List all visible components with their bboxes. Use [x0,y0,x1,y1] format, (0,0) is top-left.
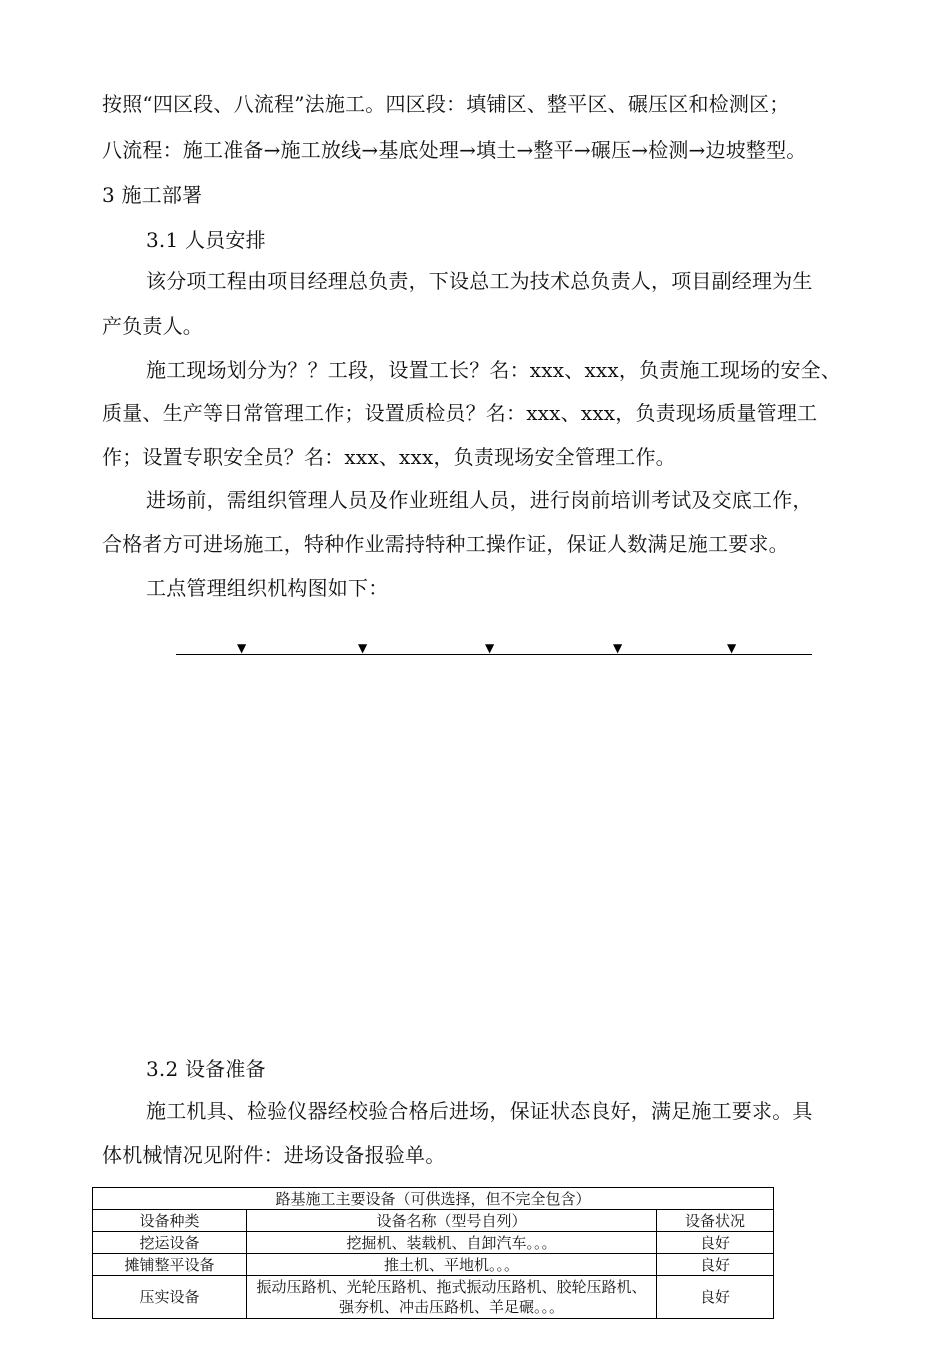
subsection-heading: 3.2 设备准备 [146,1057,266,1081]
paragraph-line: 作；设置专职安全员？名：xxx、xxx，负责现场安全管理工作。 [102,445,676,469]
paragraph-line: 按照“四区段、八流程”法施工。四区段：填铺区、整平区、碾压区和检测区； [102,92,790,116]
table-title: 路基施工主要设备（可供选择，但不完全包含） [93,1188,774,1210]
paragraph-line: 施工现场划分为？？工段，设置工长？名：xxx、xxx，负责施工现场的安全、 [146,358,842,382]
org-chart-arrow-icon: ▼ [358,641,368,655]
table-row [93,1254,774,1276]
table-cell: 压实设备 [93,1276,247,1319]
table-title-row [93,1188,774,1210]
org-chart-arrow-icon: ▼ [613,641,623,655]
table-row [93,1276,774,1319]
table-cell: 振动压路机、光轮压路机、拖式振动压路机、胶轮压路机、强夯机、冲击压路机、羊足碾。。。 [247,1276,657,1319]
table-cell: 良好 [657,1254,774,1276]
table-cell: 挖掘机、装载机、自卸汽车。。。 [247,1232,657,1254]
paragraph-line: 该分项工程由项目经理总负责，下设总工为技术总负责人，项目副经理为生 [146,269,813,293]
org-chart-arrow-icon: ▼ [727,641,737,655]
table-header-cell: 设备状况 [657,1210,774,1232]
table-cell: 挖运设备 [93,1232,247,1254]
paragraph-line: 工点管理组织机构图如下： [146,576,389,600]
table-row [93,1232,774,1254]
org-chart-arrow-icon: ▼ [237,641,247,655]
table-cell: 摊铺整平设备 [93,1254,247,1276]
section-heading: 3 施工部署 [102,183,203,207]
paragraph-line: 施工机具、检验仪器经校验合格后进场，保证状态良好，满足施工要求。具 [146,1099,813,1123]
subsection-heading: 3.1 人员安排 [146,228,266,252]
org-chart-arrow-icon: ▼ [485,641,495,655]
equipment-table [92,1187,774,1319]
org-chart-connector-line [176,654,812,655]
table-cell: 推土机、平地机。。。 [247,1254,657,1276]
paragraph-line: 合格者方可进场施工，特种作业需持特种工操作证，保证人数满足施工要求。 [102,532,789,556]
table-cell: 良好 [657,1232,774,1254]
paragraph-line: 质量、生产等日常管理工作；设置质检员？名：xxx、xxx，负责现场质量管理工 [102,401,818,425]
table-header-cell: 设备种类 [93,1210,247,1232]
paragraph-line: 体机械情况见附件：进场设备报验单。 [102,1143,446,1167]
paragraph-line: 产负责人。 [102,314,203,338]
table-cell: 良好 [657,1276,774,1319]
paragraph-line: 进场前，需组织管理人员及作业班组人员，进行岗前培训考试及交底工作， [146,488,813,512]
paragraph-line: 八流程：施工准备→施工放线→基底处理→填土→整平→碾压→检测→边坡整型。 [102,138,807,162]
table-header-cell: 设备名称（型号自列） [247,1210,657,1232]
table-header-row [93,1210,774,1232]
